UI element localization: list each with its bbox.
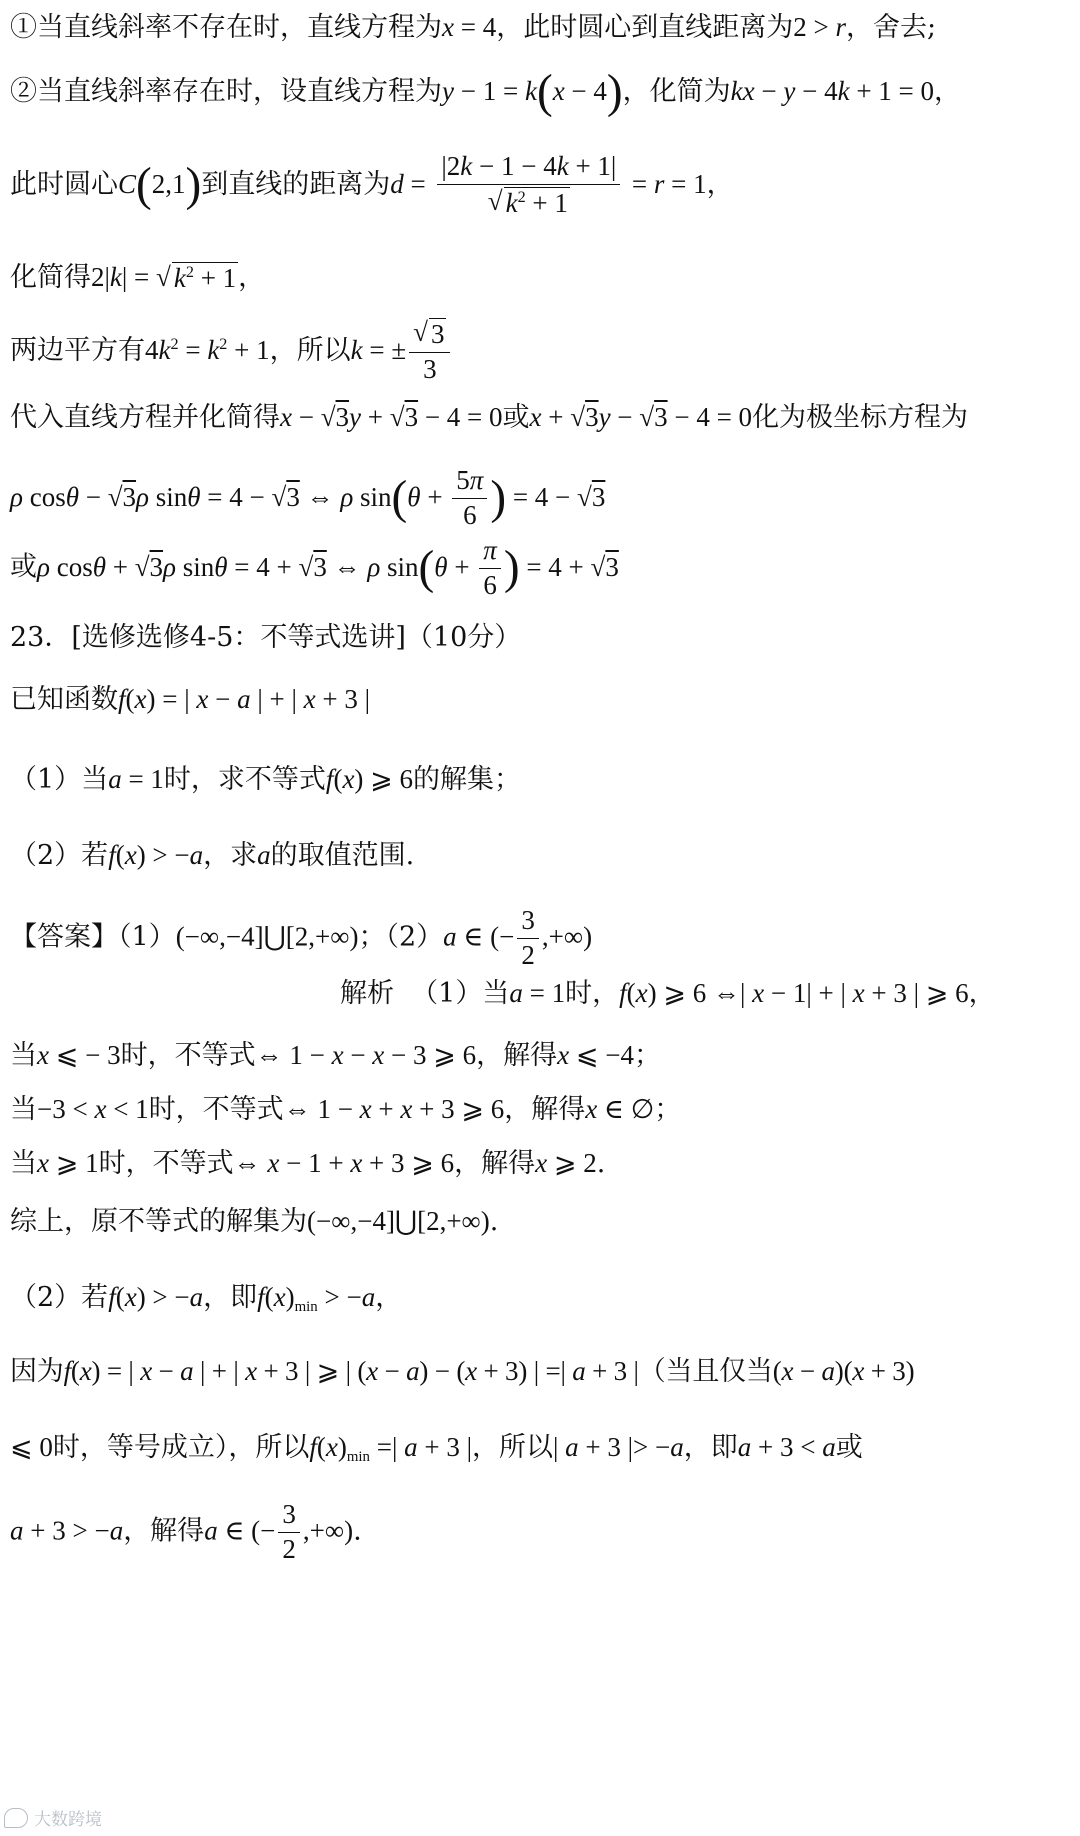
answer-line: 【答案】（1）(−∞,−4]⋃[2,+∞)；（2）a ∈ (− $\frac{3}{2}$ ,+∞) — [10, 905, 593, 970]
analysis-case3: 当x ⩾ 1时，不等式⇔ x − 1 + x + 3 ⩾ 6，解得x ⩾ 2. — [10, 1148, 606, 1179]
analysis-cond: ⩽ 0时，等号成立），所以$f(x)_{min}$ =| a + 3 |，所以| a + 3 |> −a，即a + 3 < a或 — [10, 1432, 863, 1466]
prev-distance: 此时圆心C(2,1)到直线的距离为d = |2k − 1 − 4k + 1| √ $k^2 + 1$ = r = 1， — [10, 151, 734, 218]
speech-bubble-logo-icon — [4, 1808, 28, 1828]
answer-label: 【答案】 — [10, 921, 118, 953]
analysis-label: 解析 — [340, 978, 394, 1009]
prev-polar-2: 或ρ cosθ + √3ρ sinθ = 4 + √3 ⇔ ρ sin(θ + $\frac{\pi}{6}$ ) = 4 + √3 — [10, 535, 619, 600]
analysis-case1: 当x ⩽ − 3时，不等式⇔ 1 − x − x − 3 ⩾ 6，解得x ⩽ −4； — [10, 1040, 661, 1071]
analysis-final: a + 3 > −a，解得a ∈ (− $\frac{3}{2}$ ,+∞). — [10, 1499, 362, 1564]
prev-polar-1: ρ cosθ − √3ρ sinθ = 4 − √3 ⇔ ρ sin(θ + $\frac{5\pi}{6}$ ) = 4 − √3 — [10, 465, 606, 530]
watermark: 大数跨境 — [4, 1805, 102, 1830]
prev-case1: ①当直线斜率不存在时，直线方程为x = 4，此时圆心到直线距离为2 > r，舍去; — [10, 12, 937, 43]
analysis-part1: 解析 （1）当a = 1时，f(x) ⩾ 6 ⇔| x − 1| + | x + 3 | ⩾ 6， — [340, 978, 996, 1009]
prev-simplify: 化简得2|k| = √ $k^2 + 1$ ， — [10, 262, 266, 293]
analysis-part2: （2）若f(x) > −a，即$f(x)_{min} > -a$， — [10, 1282, 403, 1316]
prev-case2: ②当直线斜率存在时，设直线方程为y − 1 = k(x − 4)，化简为kx − y − 4k + 1 = 0， — [10, 66, 962, 119]
analysis-because: 因为f(x) = | x − a | + | x + 3 | ⩾ | (x − a) − (x + 3) | =| a + 3 |（当且仅当(x − a)(x + 3) — [10, 1356, 915, 1387]
problem-heading: 23．[选修选修4-5：不等式选讲]（10分） — [10, 622, 522, 653]
problem-part1: （1）当a = 1时，求不等式f(x) ⩾ 6的解集； — [10, 764, 522, 795]
problem-stem: 已知函数f(x) = | x − a | + | x + 3 | — [10, 684, 371, 715]
prev-square: 两边平方有$4k^2 = k^2 + 1$，所以k = ± √ 3 3 — [10, 318, 1074, 385]
prev-substitute: 代入直线方程并化简得x − √3y + √3 − 4 = 0或x + √3y − √3 − 4 = 0化为极坐标方程为 — [10, 402, 969, 433]
analysis-summary: 综上，原不等式的解集为(−∞,−4]⋃[2,+∞). — [10, 1206, 499, 1237]
analysis-case2: 当−3 < x < 1时，不等式⇔ 1 − x + x + 3 ⩾ 6，解得x ∈ ∅； — [10, 1094, 682, 1125]
problem-part2: （2）若f(x) > −a，求a的取值范围. — [10, 840, 415, 871]
